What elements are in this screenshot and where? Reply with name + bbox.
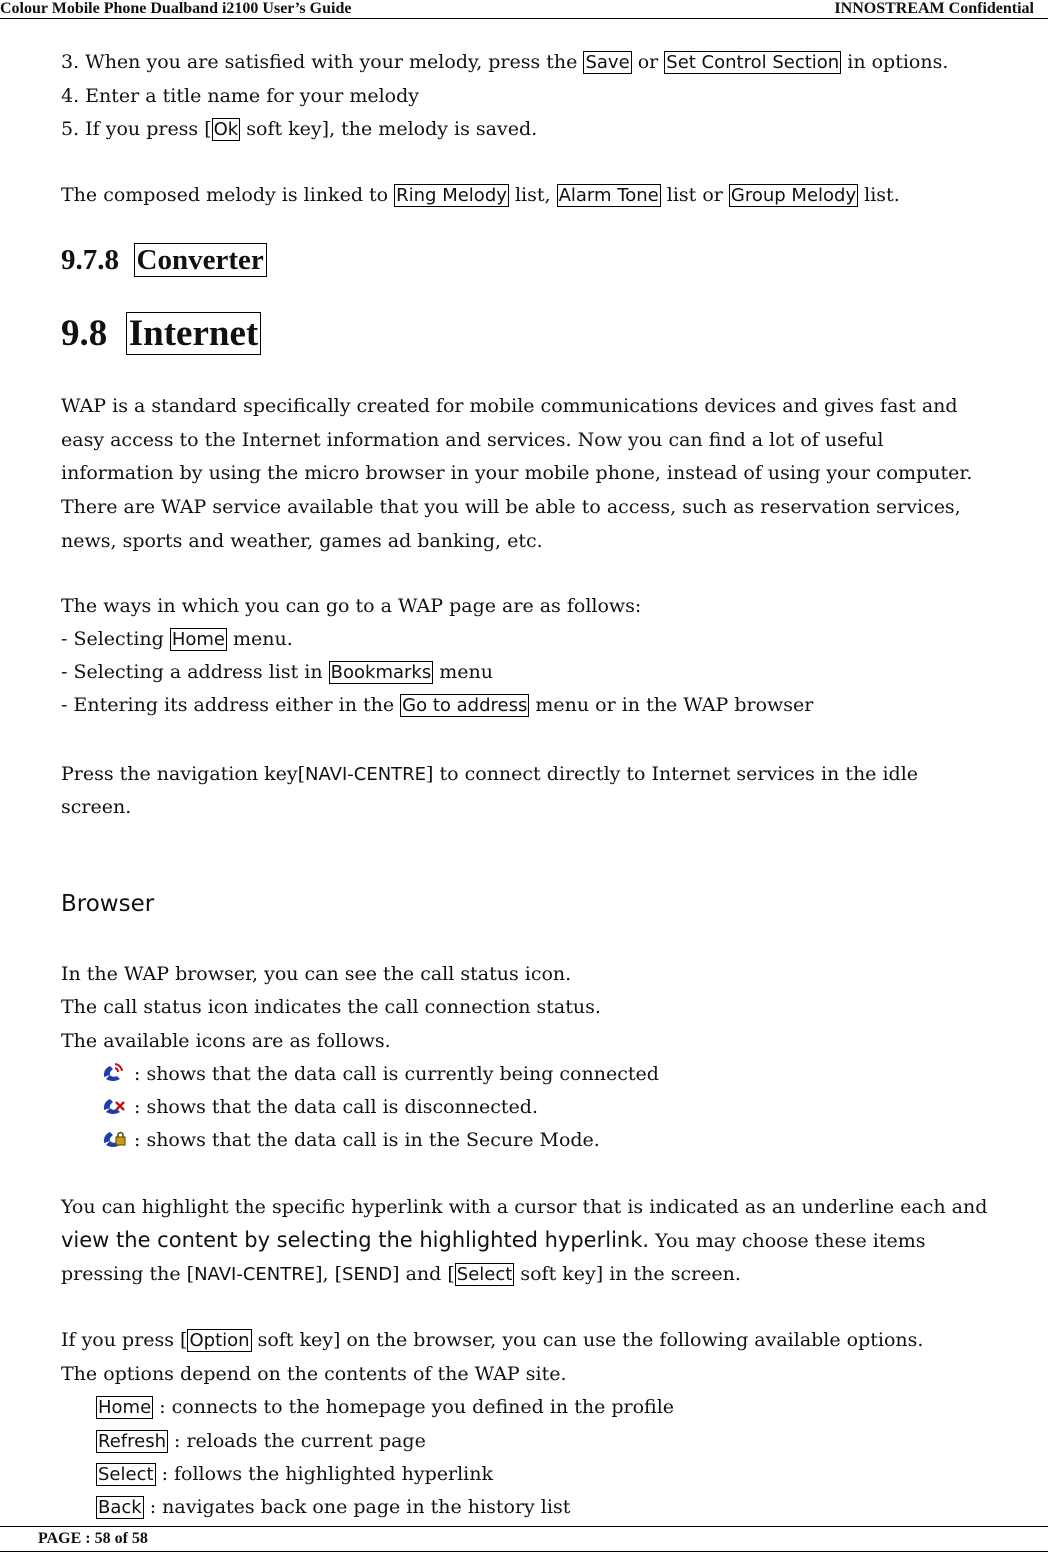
intro-line-4: There are WAP service available that you will be able to access, such as reservation services, — [61, 496, 961, 518]
hyperlink-emphasis: view the content by selecting the highlighted hyperlink. — [61, 1228, 650, 1252]
data-call-secure-icon — [100, 1127, 128, 1149]
browser-line-2: The call status icon indicates the call connection status. — [61, 996, 601, 1018]
bookmarks-menu: Bookmarks — [330, 662, 432, 683]
intro-line-1: WAP is a standard specifically created for mobile communications devices and gives fast and — [61, 395, 958, 417]
browser-line-1: In the WAP browser, you can see the call status icon. — [61, 963, 572, 985]
go-to-address-menu: Go to address — [402, 695, 528, 716]
step-3: 3. When you are satisfied with your melody, press the Save or Set Control Section in options. — [61, 51, 949, 73]
data-call-disconnected-icon — [100, 1094, 128, 1116]
way-home: - Selecting Home menu. — [61, 628, 293, 650]
browser-subheading: Browser — [61, 891, 155, 917]
option-softkey: Option — [189, 1330, 250, 1351]
option-item-back: Back : navigates back one page in the history list — [98, 1496, 571, 1518]
page-number: PAGE : 58 of 58 — [38, 1530, 148, 1547]
icon-row-connecting: : shows that the data call is currently being connected — [100, 1061, 659, 1087]
option-item-select: Select : follows the highlighted hyperlink — [98, 1463, 493, 1485]
options-line-2: The options depend on the contents of the WAP site. — [61, 1363, 567, 1385]
linked-lists-sentence: The composed melody is linked to Ring Melody list, Alarm Tone list or Group Melody list. — [61, 184, 900, 206]
navi-centre-key: NAVI-CENTRE — [305, 764, 427, 785]
icon-row-secure: : shows that the data call is in the Secure Mode. — [100, 1127, 600, 1153]
option-item-refresh: Refresh : reloads the current page — [98, 1430, 426, 1452]
option-item-home: Home : connects to the homepage you defined in the profile — [98, 1396, 675, 1418]
header-confidential: INNOSTREAM Confidential — [834, 0, 1034, 17]
refresh-option: Refresh — [98, 1431, 166, 1452]
page-footer — [0, 1526, 1048, 1552]
header-doc-title: Colour Mobile Phone Dualband i2100 User’s Guide — [0, 0, 352, 17]
internet-heading-box: Internet — [126, 312, 261, 355]
section-9-7-8-heading: 9.7.8 Converter — [61, 244, 267, 277]
page-header — [0, 0, 1048, 19]
back-option: Back — [98, 1497, 142, 1518]
way-go-to-address: - Entering its address either in the Go to address menu or in the WAP browser — [61, 694, 814, 716]
press-navi-line-2: screen. — [61, 796, 132, 818]
save-option: Save — [585, 52, 630, 73]
hyperlink-line-3: pressing the [NAVI-CENTRE], [SEND] and [ Select soft key] in the screen. — [61, 1263, 741, 1285]
icon-row-disconnected: : shows that the data call is disconnected. — [100, 1094, 538, 1120]
browser-line-3: The available icons are as follows. — [61, 1030, 391, 1052]
options-line-1: If you press [ Option soft key] on the browser, you can use the following available options. — [61, 1329, 924, 1351]
intro-line-2: easy access to the Internet information and services. Now you can find a lot of useful — [61, 429, 884, 451]
intro-line-5: news, sports and weather, games ad banking, etc. — [61, 530, 543, 552]
group-melody-list: Group Melody — [730, 185, 857, 206]
section-9-8-heading: 9.8 Internet — [61, 312, 261, 355]
select-option: Select — [98, 1464, 154, 1485]
step-5: 5. If you press [ Ok soft key], the melody is saved. — [61, 118, 538, 140]
navi-centre-key-2: NAVI-CENTRE — [194, 1264, 316, 1285]
home-option: Home — [98, 1397, 152, 1418]
hyperlink-line-1: You can highlight the specific hyperlink with a cursor that is indicated as an underline each and — [61, 1196, 988, 1218]
hyperlink-line-2: view the content by selecting the highlighted hyperlink. You may choose these items — [61, 1228, 926, 1252]
select-softkey: Select — [456, 1264, 513, 1285]
data-call-connecting-icon — [100, 1061, 128, 1083]
set-control-section-option: Set Control Section — [666, 52, 840, 73]
send-key: SEND — [342, 1264, 393, 1285]
ok-softkey: Ok — [213, 119, 239, 140]
alarm-tone-list: Alarm Tone — [558, 185, 659, 206]
ways-intro: The ways in which you can go to a WAP page are as follows: — [61, 595, 642, 617]
intro-line-3: information by using the micro browser in your mobile phone, instead of using your computer. — [61, 462, 973, 484]
ring-melody-list: Ring Melody — [396, 185, 507, 206]
press-navi-line-1: Press the navigation key[NAVI-CENTRE] to connect directly to Internet services in the idle — [61, 763, 919, 785]
home-menu: Home — [171, 629, 225, 650]
way-bookmarks: - Selecting a address list in Bookmarks menu — [61, 661, 494, 683]
converter-heading-box: Converter — [134, 243, 267, 277]
step-4: 4. Enter a title name for your melody — [61, 85, 420, 107]
